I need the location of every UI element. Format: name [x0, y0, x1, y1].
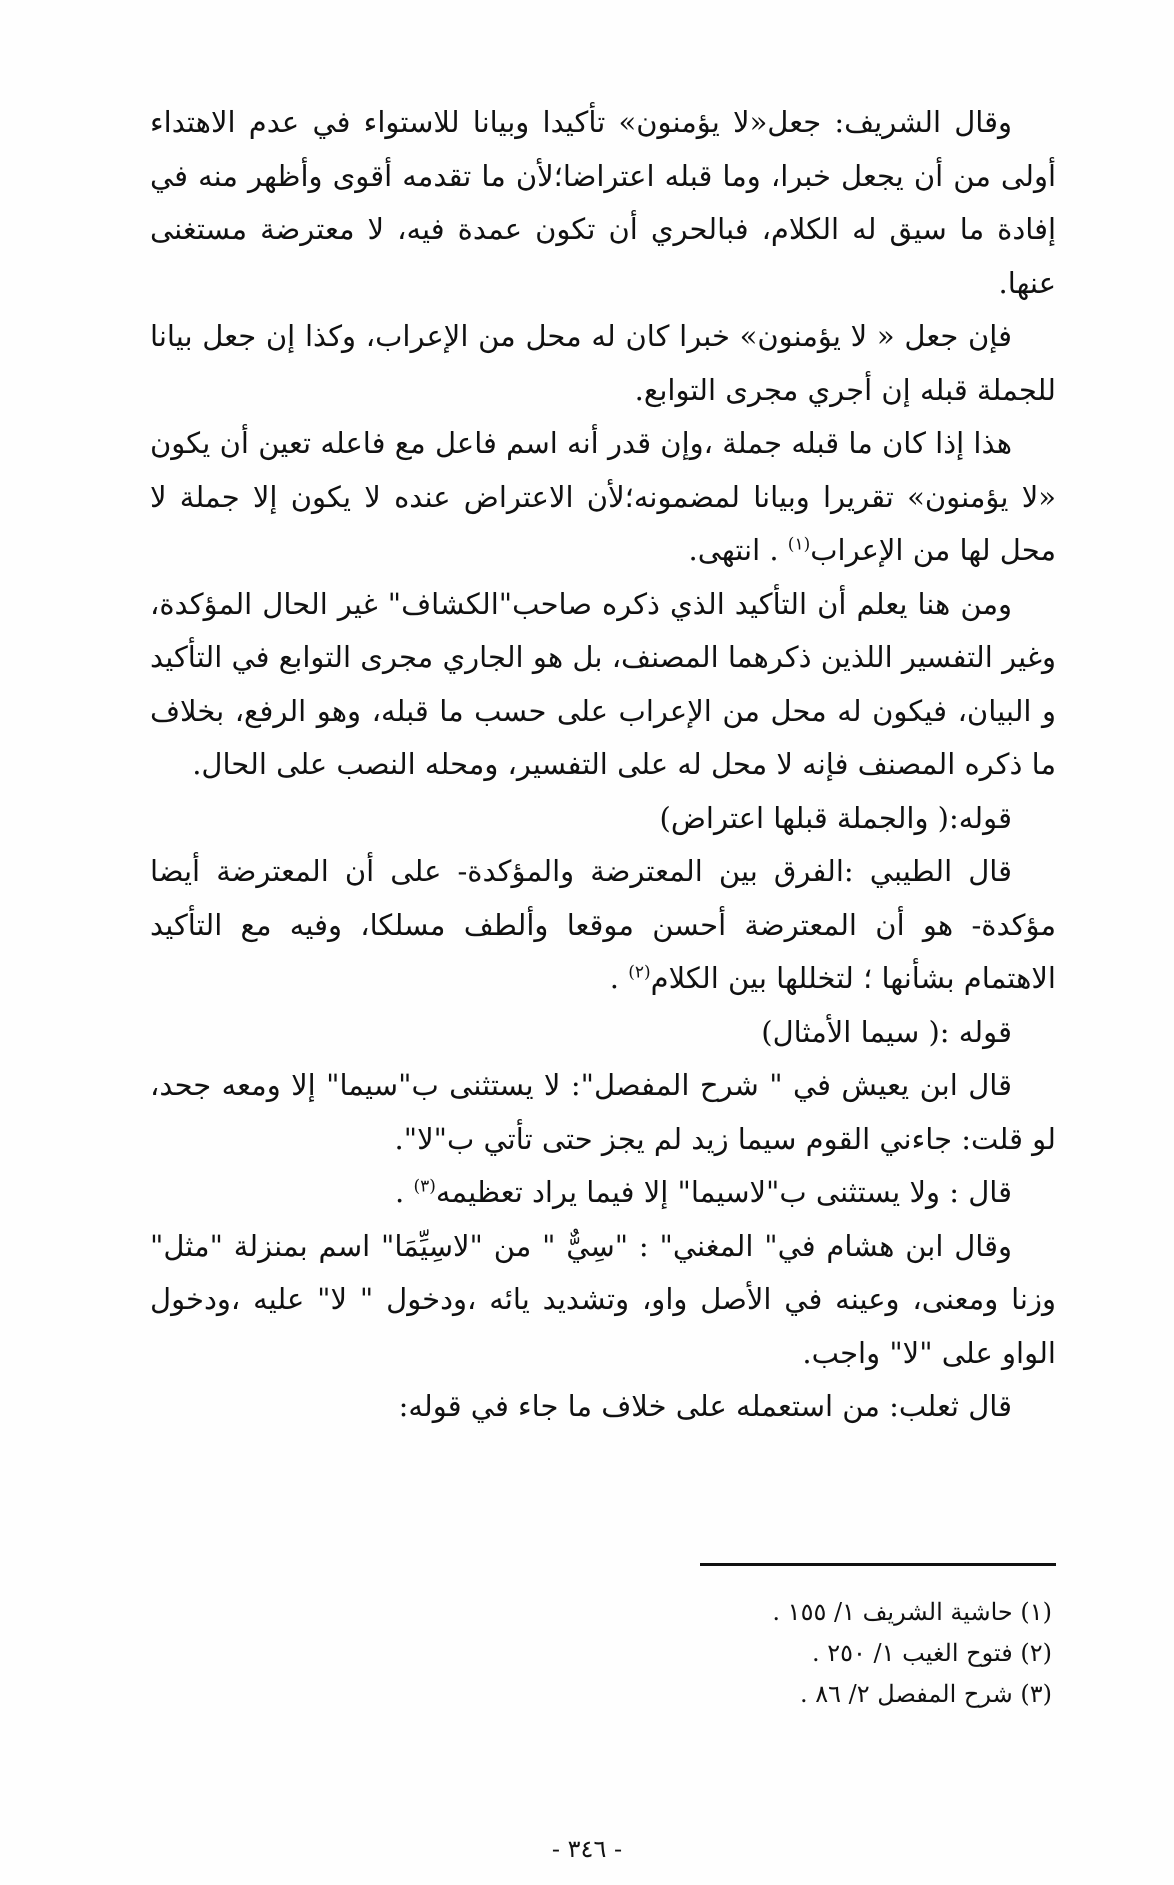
paragraph-sharif-quote: وقال الشريف: جعل«لا يؤمنون» تأكيدا وبيانا للاستواء في عدم الاهتداء أولى من أن يجعل خبرا، وما قبله اعتراضا؛لأن ما تقدمه أقوى وأظهر منه في إفادة ما سيق له الكلام، فبالحري أن تكون عمدة فيه، لا معترضة مستغنى عنها. — [150, 105, 1057, 300]
paragraph-ibn-yaish: قال ابن يعيش في " شرح المفصل": لا يستثنى ب"سيما" إلا ومعه جحد، لو قلت: جاءني القوم سيما زيد لم يجز حتى تأتي ب"لا". — [150, 1068, 1056, 1156]
paragraph-la-siyama: قال : ولا يستثنى ب"لاسيما" إلا فيما يراد تعظيمه$^{(٣)}$ . — [395, 1175, 1012, 1209]
paragraph-kashshaf: ومن هنا يعلم أن التأكيد الذي ذكره صاحب"الكشاف" غير الحال المؤكدة، وغير التفسير اللذين ذكرهما المصنف، بل هو الجاري مجرى التوابع في التأكيد و البيان، فيكون له محل من الإعراب على حسب ما قبله، وهو الرفع، بخلاف ما ذكره المصنف فإنه لا محل له على التفسير، ومحله النصب على الحال. — [150, 586, 1056, 781]
footnote-ref-2: (٢) — [628, 962, 651, 983]
paragraph-irab: فإن جعل « لا يؤمنون» خبرا كان له محل من الإعراب، وكذا إن جعل بيانا للجملة قبله إن أجري مجرى التوابع. — [150, 319, 1056, 407]
heading-qawluhu-siyama: قوله :( سيما الأمثال) — [761, 1014, 1012, 1049]
main-text — [150, 96, 1056, 1434]
footnote-3: (٣) شرح المفصل ٢/ ٨٦ . — [800, 1680, 1052, 1708]
footnotes — [150, 1592, 1052, 1715]
paragraph-tibi: قال الطيبي :الفرق بين المعترضة والمؤكدة- على أن المعترضة أيضا مؤكدة- هو أن المعترضة أحسن موقعا وألطف مسلكا، وفيه مع التأكيد الاهتمام بشأنها ؛ لتخللها بين الكلام$^{(٢)}$ . — [150, 854, 1056, 995]
page-number: - ٣٤٦ - — [551, 1835, 623, 1863]
paragraph-ibn-hisham: وقال ابن هشام في" المغني" : "سِيٌّ " من "لاسِيِّمَا" اسم بمنزلة "مثل" وزنا ومعنى، وعينه في الأصل واو، وتشديد يائه ،ودخول " لا" عليه ،ودخول الواو على "لا" واجب. — [150, 1228, 1056, 1370]
paragraph-ism-fail: هذا إذا كان ما قبله جملة ،وإن قدر أنه اسم فاعل مع فاعله تعين أن يكون «لا يؤمنون» تقريرا وبيانا لمضمونه؛لأن الاعتراض عنده لا يكون إلا جملة لا محل لها من الإعراب$^{(١)}$ . انتهى. — [150, 426, 1056, 567]
footnote-ref-1: (١) — [787, 534, 811, 555]
paragraph-thalab: قال ثعلب: من استعمله على خلاف ما جاء في قوله: — [398, 1389, 1012, 1423]
footnote-1: (١) حاشية الشريف ١/ ١٥٥ . — [772, 1598, 1052, 1626]
footnote-ref-3: (٣) — [413, 1176, 436, 1197]
footnote-2: (٢) فتوح الغيب ١/ ٢٥٠ . — [811, 1639, 1052, 1667]
footnote-separator — [700, 1563, 1056, 1566]
heading-qawluhu-itirad: قوله:( والجملة قبلها اعتراض) — [659, 800, 1012, 835]
